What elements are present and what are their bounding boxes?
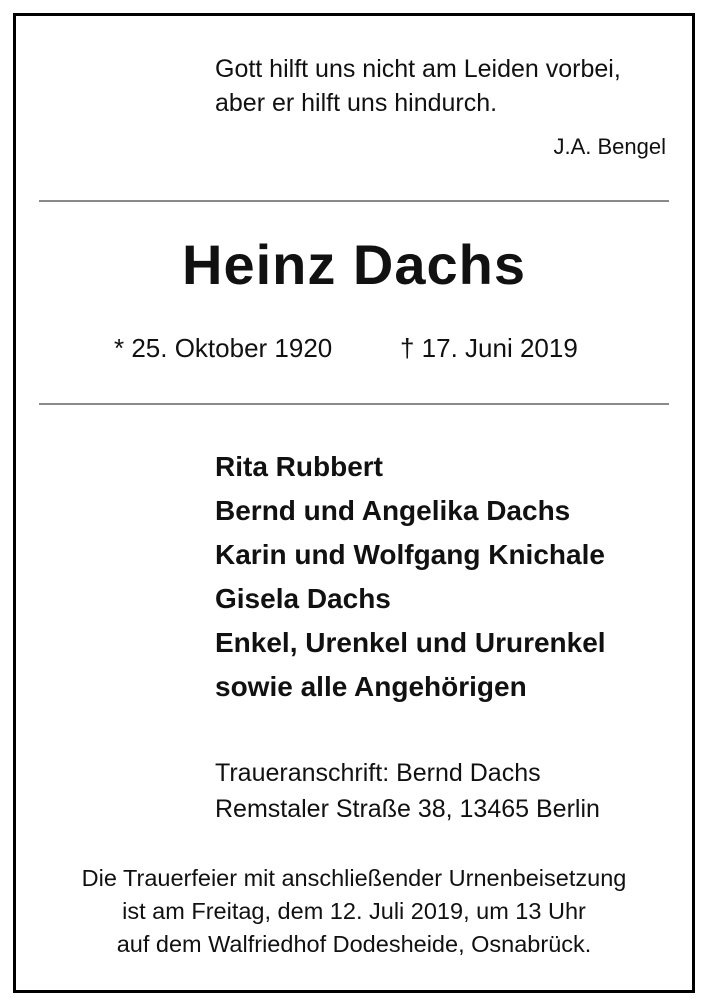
ceremony-line-1: Die Trauerfeier mit anschließender Urnenbeisetzung — [81, 865, 627, 891]
mourner-line: Gisela Dachs — [215, 583, 391, 614]
mourner-line: Bernd und Angelika Dachs — [215, 495, 571, 526]
quote-author: J.A. Bengel — [553, 134, 666, 159]
mourners-list — [215, 445, 606, 709]
death-date: † 17. Juni 2019 — [400, 333, 578, 363]
mourning-address-line-1: Traueranschrift: Bernd Dachs — [215, 759, 541, 787]
ceremony-line-2: ist am Freitag, dem 12. Juli 2019, um 13 Uhr — [122, 898, 586, 924]
divider-bottom — [39, 403, 669, 405]
mourner-line: sowie alle Angehörigen — [215, 671, 527, 702]
mourner-line: Karin und Wolfgang Knichale — [215, 539, 605, 570]
deceased-name: Heinz Dachs — [182, 233, 526, 296]
ceremony-line-3: auf dem Walfriedhof Dodesheide, Osnabrück. — [116, 931, 592, 957]
quote-line-1: Gott hilft uns nicht am Leiden vorbei, — [215, 55, 621, 83]
mourner-line: Enkel, Urenkel und Ururenkel — [215, 627, 606, 658]
mourning-address-line-2: Remstaler Straße 38, 13465 Berlin — [215, 795, 600, 823]
mourner-line: Rita Rubbert — [215, 451, 383, 482]
divider-top — [39, 200, 669, 202]
ceremony-info — [0, 862, 708, 961]
birth-date: * 25. Oktober 1920 — [114, 333, 333, 363]
quote-line-2: aber er hilft uns hindurch. — [215, 89, 498, 117]
